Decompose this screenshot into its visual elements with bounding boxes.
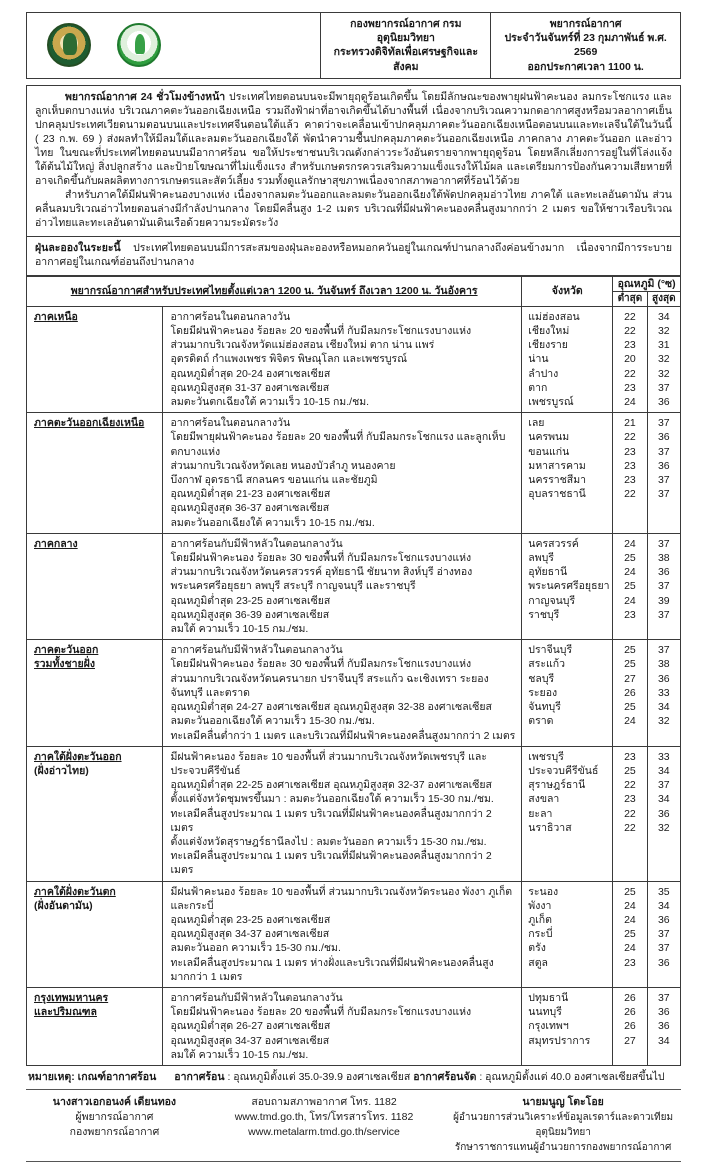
contact-info — [203, 1095, 445, 1155]
province-name: กาญจนบุรี — [528, 594, 576, 607]
province-max-temp: 32 — [657, 325, 670, 338]
province-max-temp: 34 — [657, 899, 670, 912]
province-min-temp: 27 — [624, 672, 636, 685]
province-name: เพชรบูรณ์ — [528, 396, 574, 409]
province-name: เชียงใหม่ — [528, 325, 570, 338]
region-name-cell — [27, 413, 163, 534]
forecast-line: อุณหภูมิต่ำสุด 21-23 องศาเซลเซียส — [170, 488, 331, 501]
region-row — [27, 746, 681, 881]
forecast-line: อุตรดิตถ์ กำแพงเพชร พิจิตร พิษณุโลก และเพชรบูรณ์ — [170, 353, 407, 366]
province-max-cell — [647, 746, 680, 881]
province-name: ปราจีนบุรี — [528, 644, 573, 657]
document-footer — [26, 1090, 681, 1159]
region-forecast-cell — [163, 746, 522, 881]
province-min-temp: 23 — [624, 608, 636, 621]
province-name: ขอนแก่น — [528, 445, 570, 458]
contact-website: www.tmd.go.th, โทร/โทรสารโทร. 1182 — [234, 1110, 414, 1123]
province-max-cell — [647, 306, 680, 412]
province-max-temp: 37 — [657, 474, 670, 487]
region-name-line: กรุงเทพมหานคร — [34, 991, 109, 1004]
province-min-temp: 26 — [624, 1006, 636, 1019]
province-max-temp: 37 — [657, 779, 670, 792]
director-name: นายมนูญ โตะโอย — [522, 1095, 604, 1108]
province-max-temp: 37 — [657, 991, 670, 1004]
province-max-temp: 34 — [657, 1034, 670, 1047]
province-min-temp: 23 — [624, 445, 636, 458]
forecast-line: ลมใต้ ความเร็ว 10-15 กม./ชม. — [170, 1048, 309, 1061]
province-name: ตราด — [528, 715, 554, 728]
province-name: เพชรบุรี — [528, 750, 564, 763]
province-names-cell — [522, 640, 613, 746]
forecast-summary-box — [26, 85, 681, 237]
forecast-line: พระนครศรีอยุธยา ลพบุรี สระบุรี กาญจนบุรี และราชบุรี — [170, 580, 416, 593]
province-min-cell — [613, 746, 647, 881]
province-name: นนทบุรี — [528, 1006, 562, 1019]
region-name-cell — [27, 881, 163, 987]
province-min-temp: 22 — [624, 821, 636, 834]
province-min-temp: 24 — [624, 594, 636, 607]
province-min-temp: 27 — [624, 1034, 636, 1047]
forecast-line: อุณหภูมิต่ำสุด 22-25 องศาเซลเซียส อุณหภูมิสูงสุด 32-37 องศาเซลเซียส — [170, 779, 492, 792]
title-line2: ประจำวันจันทร์ที่ 23 กุมภาพันธ์ พ.ศ. 2569 — [504, 32, 667, 59]
province-name: สงขลา — [528, 793, 560, 806]
forecast-line: อุณหภูมิต่ำสุด 26-27 องศาเซลเซียส — [170, 1020, 331, 1033]
province-name: ตรัง — [528, 942, 546, 955]
province-max-temp: 36 — [657, 672, 670, 685]
region-name-line: ภาคใต้ฝั่งตะวันตก — [34, 885, 116, 898]
document-header — [26, 12, 681, 79]
region-forecast-cell — [163, 413, 522, 534]
province-name: ตาก — [528, 381, 548, 394]
region-row — [27, 306, 681, 412]
region-name-cell — [27, 987, 163, 1065]
forecast-table-body — [27, 306, 681, 1065]
region-name-line: (ฝั่งอ่าวไทย) — [34, 764, 89, 777]
province-name: เชียงราย — [528, 339, 568, 352]
province-min-temp: 23 — [624, 474, 636, 487]
province-max-temp: 37 — [657, 580, 670, 593]
province-max-cell — [647, 413, 680, 534]
province-max-temp: 31 — [657, 339, 670, 352]
region-forecast-cell — [163, 306, 522, 412]
forecast-line: อุณหภูมิสูงสุด 34-37 องศาเซลเซียส — [170, 1034, 330, 1047]
province-min-cell — [613, 413, 647, 534]
province-min-temp: 23 — [624, 459, 636, 472]
province-name: กระบี่ — [528, 928, 553, 941]
forecast-line: โดยมีฝนฟ้าคะนอง ร้อยละ 30 ของพื้นที่ กับมีลมกระโชกแรงบางแห่ง — [170, 658, 472, 671]
forecast-line: โดยมีฝนฟ้าคะนอง ร้อยละ 20 ของพื้นที่ กับมีลมกระโชกแรงบางแห่ง — [170, 1006, 472, 1019]
province-max-temp: 37 — [657, 445, 670, 458]
province-min-temp: 25 — [624, 580, 636, 593]
forecast-line: มีฝนฟ้าคะนอง ร้อยละ 10 ของพื้นที่ ส่วนมากบริเวณจังหวัดระนอง พังงา ภูเก็ต และกระบี่ — [170, 885, 513, 912]
province-name: กรุงเทพฯ — [528, 1020, 569, 1033]
province-max-temp: 37 — [657, 928, 670, 941]
agency-line2: กระทรวงดิจิทัลเพื่อเศรษฐกิจและสังคม — [333, 46, 478, 73]
province-max-temp: 34 — [657, 310, 670, 323]
province-names-cell — [522, 881, 613, 987]
province-max-temp: 36 — [657, 1020, 670, 1033]
province-min-temp: 22 — [624, 367, 636, 380]
province-max-temp: 33 — [657, 686, 670, 699]
director-acting-title: รักษาราชการแทนผู้อำนวยการกองพยากรณ์อากาศ — [454, 1141, 672, 1153]
province-min-temp: 23 — [624, 339, 636, 352]
province-name: พังงา — [528, 899, 552, 912]
forecast-line: อุณหภูมิต่ำสุด 23-25 องศาเซลเซียส — [170, 913, 331, 926]
province-name: น่าน — [528, 353, 549, 366]
forecast-line: โดยมีพายุฝนฟ้าคะนอง ร้อยละ 20 ของพื้นที่ กับมีลมกระโชกแรง และลูกเห็บตกบางแห่ง — [170, 431, 506, 458]
region-name-line: ภาคใต้ฝั่งตะวันออก — [34, 750, 122, 763]
forecaster-name: นางสาวเอกอนงค์ เดียนทอง — [52, 1095, 177, 1108]
region-name-cell — [27, 533, 163, 639]
region-forecast-cell — [163, 533, 522, 639]
table-header-row — [27, 276, 681, 291]
province-name: ลำปาง — [528, 367, 559, 380]
region-name-line: (ฝั่งอันดามัน) — [34, 899, 93, 912]
max-temp-header: สูงสุด — [647, 291, 680, 306]
province-column-header: จังหวัด — [522, 276, 613, 306]
province-min-temp: 23 — [624, 381, 636, 394]
hot-label: อากาศร้อน — [174, 1070, 225, 1083]
region-row — [27, 640, 681, 746]
forecast-line: อุณหภูมิสูงสุด 36-39 องศาเซลเซียส — [170, 608, 330, 621]
forecast-line: อุณหภูมิต่ำสุด 23-25 องศาเซลเซียส — [170, 594, 331, 607]
forecast-line: ส่วนมากบริเวณจังหวัดแม่ฮ่องสอน เชียงใหม่ ตาก น่าน แพร่ — [170, 339, 435, 352]
ministry-seal-icon — [117, 23, 161, 67]
province-name: ชลบุรี — [528, 672, 555, 685]
province-names-cell — [522, 306, 613, 412]
province-min-cell — [613, 987, 647, 1065]
province-max-temp: 37 — [657, 608, 670, 621]
province-min-cell — [613, 306, 647, 412]
dust-paragraph: ฝุ่นละอองในระยะนี้ ประเทศไทยตอนบนมีการสะสมของฝุ่นละอองหรือหมอกควันอยู่ในเกณฑ์ปานกลางถึงค่อนข้างมาก เนื่องจากมีการระบายอากาศอยู่ในเกณฑ์อ่อนถึงปานกลาง — [35, 241, 672, 268]
forecast-line: ลมใต้ ความเร็ว 10-15 กม./ชม. — [170, 623, 309, 636]
region-name-line: รวมทั้งชายฝั่ง — [34, 658, 95, 671]
province-min-temp: 25 — [624, 928, 636, 941]
province-min-temp: 24 — [624, 899, 636, 912]
dust-box — [26, 237, 681, 276]
province-min-temp: 23 — [624, 956, 636, 969]
province-name: ประจวบคีรีขันธ์ — [528, 764, 599, 777]
forecast-line: อากาศร้อนกับมีฟ้าหลัวในตอนกลางวัน — [170, 644, 343, 657]
forecast-line: อุณหภูมิสูงสุด 36-37 องศาเซลเซียส — [170, 502, 330, 515]
forecast-line: อากาศร้อนกับมีฟ้าหลัวในตอนกลางวัน — [170, 991, 343, 1004]
region-name-line: ภาคตะวันออก — [34, 644, 99, 657]
min-temp-header: ต่ำสุด — [613, 291, 647, 306]
province-max-cell — [647, 987, 680, 1065]
forecast-line: อุณหภูมิสูงสุด 31-37 องศาเซลเซียส — [170, 381, 330, 394]
province-min-temp: 20 — [624, 353, 636, 366]
province-name: อุทัยธานี — [528, 566, 568, 579]
province-max-temp: 36 — [657, 1006, 670, 1019]
province-max-cell — [647, 533, 680, 639]
forecaster-signature — [26, 1095, 203, 1155]
province-min-temp: 24 — [624, 942, 636, 955]
province-name: ราชบุรี — [528, 608, 560, 621]
province-name: ยะลา — [528, 807, 553, 820]
province-min-temp: 22 — [624, 431, 636, 444]
province-min-temp: 25 — [624, 764, 636, 777]
region-forecast-cell — [163, 640, 522, 746]
province-name: ระยอง — [528, 686, 558, 699]
province-min-temp: 22 — [624, 310, 636, 323]
forecast-line: ส่วนมากบริเวณจังหวัดนครสวรรค์ อุทัยธานี ชัยนาท สิงห์บุรี อ่างทอง — [170, 566, 473, 579]
title-line3: ออกประกาศเวลา 1100 น. — [527, 60, 644, 73]
regional-forecast-table — [26, 276, 681, 1066]
forecaster-title: ผู้พยากรณ์อากาศ — [75, 1110, 154, 1123]
province-max-cell — [647, 881, 680, 987]
forecast-line: ส่วนมากบริเวณจังหวัดเลย หนองบัวลำภู หนองคาย — [170, 459, 396, 472]
province-max-temp: 37 — [657, 381, 670, 394]
forecast-line: ตั้งแต่จังหวัดสุราษฎร์ธานีลงไป : ลมตะวันออก ความเร็ว 15-30 กม./ชม. — [170, 835, 487, 848]
province-min-cell — [613, 881, 647, 987]
header-logos-cell — [27, 13, 321, 79]
province-min-temp: 24 — [624, 566, 636, 579]
province-max-temp: 36 — [657, 913, 670, 926]
summary-lead: พยากรณ์อากาศ 24 ชั่วโมงข้างหน้า — [65, 90, 226, 103]
region-name-line: และปริมณฑล — [34, 1006, 97, 1019]
province-min-temp: 26 — [624, 686, 636, 699]
province-name: จันทบุรี — [528, 701, 561, 714]
province-max-temp: 34 — [657, 764, 670, 777]
director-title: ผู้อำนวยการส่วนวิเคราะห์ข้อมูลเรดาร์และดาวเทียมอุตุนิยมวิทยา — [453, 1111, 674, 1138]
province-name: นราธิวาส — [528, 821, 572, 834]
forecast-line: ทะเลมีคลื่นสูงประมาณ 1 เมตร บริเวณที่มีฝนฟ้าคะนองคลื่นสูงมากกว่า 2 เมตร — [170, 850, 492, 877]
province-min-temp: 25 — [624, 701, 636, 714]
province-max-cell — [647, 640, 680, 746]
province-min-cell — [613, 640, 647, 746]
province-max-temp: 37 — [657, 488, 670, 501]
province-name: ระนอง — [528, 885, 559, 898]
province-min-temp: 24 — [624, 396, 636, 409]
region-row — [27, 413, 681, 534]
forecast-line: โดยมีฝนฟ้าคะนอง ร้อยละ 20 ของพื้นที่ กับมีลมกระโชกแรงบางแห่ง — [170, 325, 472, 338]
province-max-temp: 37 — [657, 644, 670, 657]
forecast-line: โดยมีฝนฟ้าคะนอง ร้อยละ 30 ของพื้นที่ กับมีลมกระโชกแรงบางแห่ง — [170, 552, 472, 565]
title-line1: พยากรณ์อากาศ — [549, 18, 622, 30]
province-name: สมุทรปราการ — [528, 1034, 591, 1047]
province-min-temp: 25 — [624, 552, 636, 565]
province-min-temp: 23 — [624, 750, 636, 763]
forecast-line: ลมตะวันออก ความเร็ว 15-30 กม./ชม. — [170, 942, 341, 955]
province-name: สุราษฎร์ธานี — [528, 779, 586, 792]
province-max-temp: 36 — [657, 396, 670, 409]
very-hot-text: : อุณหภูมิตั้งแต่ 40.0 องศาเซลเซียสขึ้นไป — [479, 1070, 665, 1083]
province-name: อุบลราชธานี — [528, 488, 586, 501]
forecast-line: อุณหภูมิสูงสุด 34-37 องศาเซลเซียส — [170, 928, 330, 941]
province-min-temp: 25 — [624, 658, 636, 671]
province-max-temp: 39 — [657, 594, 670, 607]
province-max-temp: 36 — [657, 459, 670, 472]
province-name: ภูเก็ต — [528, 913, 552, 926]
region-name-cell — [27, 640, 163, 746]
province-min-temp: 22 — [624, 779, 636, 792]
contact-phone: สอบถามสภาพอากาศ โทร. 1182 — [251, 1095, 397, 1108]
forecast-line: บึงกาฬ อุดรธานี สกลนคร ขอนแก่น และชัยภูมิ — [170, 474, 378, 487]
bulletin-title — [491, 13, 681, 79]
region-name-cell — [27, 306, 163, 412]
very-hot-label: อากาศร้อนจัด — [413, 1070, 477, 1083]
province-name: สตูล — [528, 956, 548, 969]
forecast-period-header: พยากรณ์อากาศสำหรับประเทศไทยตั้งแต่เวลา 1200 น. วันจันทร์ ถึงเวลา 1200 น. วันอังคาร — [27, 276, 522, 306]
province-max-temp: 32 — [657, 715, 670, 728]
region-name-line: ภาคกลาง — [34, 537, 78, 550]
region-row — [27, 987, 681, 1065]
province-min-temp: 26 — [624, 1020, 636, 1033]
province-max-temp: 33 — [657, 750, 670, 763]
region-name-cell — [27, 746, 163, 881]
province-max-temp: 36 — [657, 956, 670, 969]
forecast-line: ลมตะวันออกเฉียงใต้ ความเร็ว 10-15 กม./ชม. — [170, 516, 375, 529]
forecaster-division: กองพยากรณ์อากาศ — [69, 1125, 160, 1138]
region-name-line: ภาคเหนือ — [34, 310, 78, 323]
province-name: นครสวรรค์ — [528, 537, 579, 550]
director-signature — [445, 1095, 681, 1155]
dust-lead: ฝุ่นละอองในระยะนี้ — [35, 241, 121, 254]
forecast-line: ลมตะวันตกเฉียงใต้ ความเร็ว 10-15 กม./ชม. — [170, 396, 370, 409]
province-min-temp: 23 — [624, 793, 636, 806]
province-min-temp: 21 — [624, 417, 636, 430]
region-forecast-cell — [163, 881, 522, 987]
forecast-line: ส่วนมากบริเวณจังหวัดนครนายก ปราจีนบุรี สระแก้ว ฉะเชิงเทรา ระยอง จันทบุรี และตราด — [170, 672, 489, 699]
province-max-temp: 36 — [657, 807, 670, 820]
forecast-line: ทะเลมีคลื่นสูงประมาณ 1 เมตร บริเวณที่มีฝนฟ้าคะนองคลื่นสูงมากกว่า 2 เมตร — [170, 807, 492, 834]
province-names-cell — [522, 746, 613, 881]
province-max-temp: 38 — [657, 552, 670, 565]
province-max-temp: 36 — [657, 431, 670, 444]
province-name: ปทุมธานี — [528, 991, 569, 1004]
forecast-line: อากาศร้อนกับมีฟ้าหลัวในตอนกลางวัน — [170, 537, 343, 550]
region-row — [27, 881, 681, 987]
region-forecast-cell — [163, 987, 522, 1065]
province-name: สระแก้ว — [528, 658, 565, 671]
province-max-temp: 37 — [657, 537, 670, 550]
province-max-temp: 36 — [657, 566, 670, 579]
province-name: นครราชสีมา — [528, 474, 587, 487]
issuing-agency — [321, 13, 491, 79]
province-min-temp: 26 — [624, 991, 636, 1004]
forecast-line: อากาศร้อนในตอนกลางวัน — [170, 310, 291, 323]
province-min-temp: 24 — [624, 537, 636, 550]
forecast-line: มีฝนฟ้าคะนอง ร้อยละ 10 ของพื้นที่ ส่วนมากบริเวณจังหวัดเพชรบุรี และประจวบคีรีขันธ์ — [170, 750, 487, 777]
province-min-temp: 24 — [624, 913, 636, 926]
forecast-line: ทะเลมีคลื่นต่ำกว่า 1 เมตร และบริเวณที่มีฝนฟ้าคะนองคลื่นสูงมากกว่า 2 เมตร — [170, 729, 516, 742]
region-row — [27, 533, 681, 639]
province-min-temp: 22 — [624, 488, 636, 501]
province-name: ลพบุรี — [528, 552, 554, 565]
agency-line1: กองพยากรณ์อากาศ กรมอุตุนิยมวิทยา — [350, 18, 462, 45]
hot-weather-criteria-note — [26, 1066, 681, 1087]
province-name: นครพนม — [528, 431, 570, 444]
forecast-line: อุณหภูมิต่ำสุด 20-24 องศาเซลเซียส — [170, 367, 331, 380]
province-max-temp: 35 — [657, 885, 670, 898]
province-max-temp: 32 — [657, 821, 670, 834]
province-min-temp: 25 — [624, 885, 636, 898]
province-min-temp: 24 — [624, 715, 636, 728]
province-min-temp: 22 — [624, 325, 636, 338]
province-max-temp: 37 — [657, 417, 670, 430]
province-name: มหาสารคาม — [528, 459, 586, 472]
temperature-column-header: อุณหภูมิ (°ซ) — [613, 276, 681, 291]
province-max-temp: 34 — [657, 701, 670, 714]
summary-paragraph-1: พยากรณ์อากาศ 24 ชั่วโมงข้างหน้า ประเทศไทยตอนบนจะมีพายุฤดูร้อนเกิดขึ้น โดยมีลักษณะของพายุฝนฟ้าคะนอง ลมกระโชกแรง และลูกเห็บตกบางแห่ง บริเวณภาคตะวันออกเฉียงเหนือ รวมถึงฟ้าผ่าที่อาจเกิดขึ้นได้บางพื้นที่ เนื่องจากบริเวณความกดอากาศสูงหรือมวลอากาศเย็นปกคลุมประเทศเวียดนามตอนบนและประเทศจีนตอนใต้แล้ว คาดว่าจะเคลื่อนเข้าปกคลุมภาคตะวันออกเฉียงเหนือตอนบนและทะเลจีนใต้ในวันนี้ ( 23 ก.พ. 69 ) ส่งผลทำให้มีลมใต้และลมตะวันออกเฉียงใต้ พัดนำความชื้นปกคลุมภาคตะวันออกเฉียงเหนือ ภาคกลาง ภาคตะวันออก และอ่าวไทย ในขณะที่ประเทศไทยตอนบนมีอากาศร้อน ขอให้ประชาชนบริเวณดังกล่าวระวังอันตรายจากพายุฤดูร้อน โดยหลีกเลี่ยงการอยู่ในที่โล่งแจ้ง ใต้ต้นไม้ใหญ่ สิ่งปลูกสร้าง และป้ายโฆษณาที่ไม่แข็งแรง สำหรับเกษตรกรควรเสริมความแข็งแรงให้ไม้ผล และเตรียมการป้องกันความเสียหายที่อาจเกิดขึ้นกับผลผลิตทางการเกษตรและสัตว์เลี้ยง รวมทั้งดูแลรักษาสุขภาพเนื่องจากสภาพอากาศที่ร้อนไว้ด้วย — [35, 90, 672, 187]
hot-text: : อุณหภูมิตั้งแต่ 35.0-39.9 องศาเซลเซียส — [227, 1070, 411, 1083]
forecast-line: ทะเลมีคลื่นสูงประมาณ 1 เมตร ห่างฝั่งและบริเวณที่มีฝนฟ้าคะนองคลื่นสูงมากกว่า 1 เมตร — [170, 956, 494, 983]
province-max-temp: 37 — [657, 942, 670, 955]
province-max-temp: 38 — [657, 658, 670, 671]
province-name: แม่ฮ่องสอน — [528, 310, 580, 323]
province-min-cell — [613, 533, 647, 639]
contact-alert-site: www.metalarm.tmd.go.th/service — [248, 1125, 400, 1138]
summary-paragraph-2: สำหรับภาคใต้มีฝนฟ้าคะนองบางแห่ง เนื่องจากลมตะวันออกและลมตะวันออกเฉียงใต้พัดปกคลุมอ่าวไทย ภาคใต้ และทะเลอันดามัน ส่วนคลื่นลมบริเวณอ่าวไทยตอนล่างมีกำลังปานกลาง โดยมีคลื่นสูง 1-2 เมตร บริเวณที่มีฝนฟ้าคะนองคลื่นสูงมากกว่า 2 เมตร ขอให้ชาวเรือบริเวณอ่าวไทยและทะเลอันดามันเดินเรือด้วยความระมัดระวัง — [35, 188, 672, 229]
forecast-line: อากาศร้อนในตอนกลางวัน — [170, 417, 291, 430]
region-name-line: ภาคตะวันออกเฉียงเหนือ — [34, 417, 145, 430]
forecast-line: ตั้งแต่จังหวัดชุมพรขึ้นมา : ลมตะวันออกเฉียงใต้ ความเร็ว 15-30 กม./ชม. — [170, 793, 494, 806]
province-name: พระนครศรีอยุธยา — [528, 580, 610, 593]
forecast-line: ลมตะวันออกเฉียงใต้ ความเร็ว 15-30 กม./ชม. — [170, 715, 375, 728]
province-name: เลย — [528, 417, 545, 430]
note-label: หมายเหตุ: เกณฑ์อากาศร้อน — [28, 1070, 157, 1083]
province-min-temp: 22 — [624, 807, 636, 820]
forecast-line: อุณหภูมิต่ำสุด 24-27 องศาเซลเซียส อุณหภูมิสูงสุด 32-38 องศาเซลเซียส — [170, 701, 492, 714]
province-names-cell — [522, 413, 613, 534]
province-names-cell — [522, 533, 613, 639]
province-names-cell — [522, 987, 613, 1065]
province-max-temp: 34 — [657, 793, 670, 806]
province-max-temp: 32 — [657, 367, 670, 380]
province-max-temp: 32 — [657, 353, 670, 366]
tmd-department-seal-icon — [47, 23, 91, 67]
province-min-temp: 25 — [624, 644, 636, 657]
